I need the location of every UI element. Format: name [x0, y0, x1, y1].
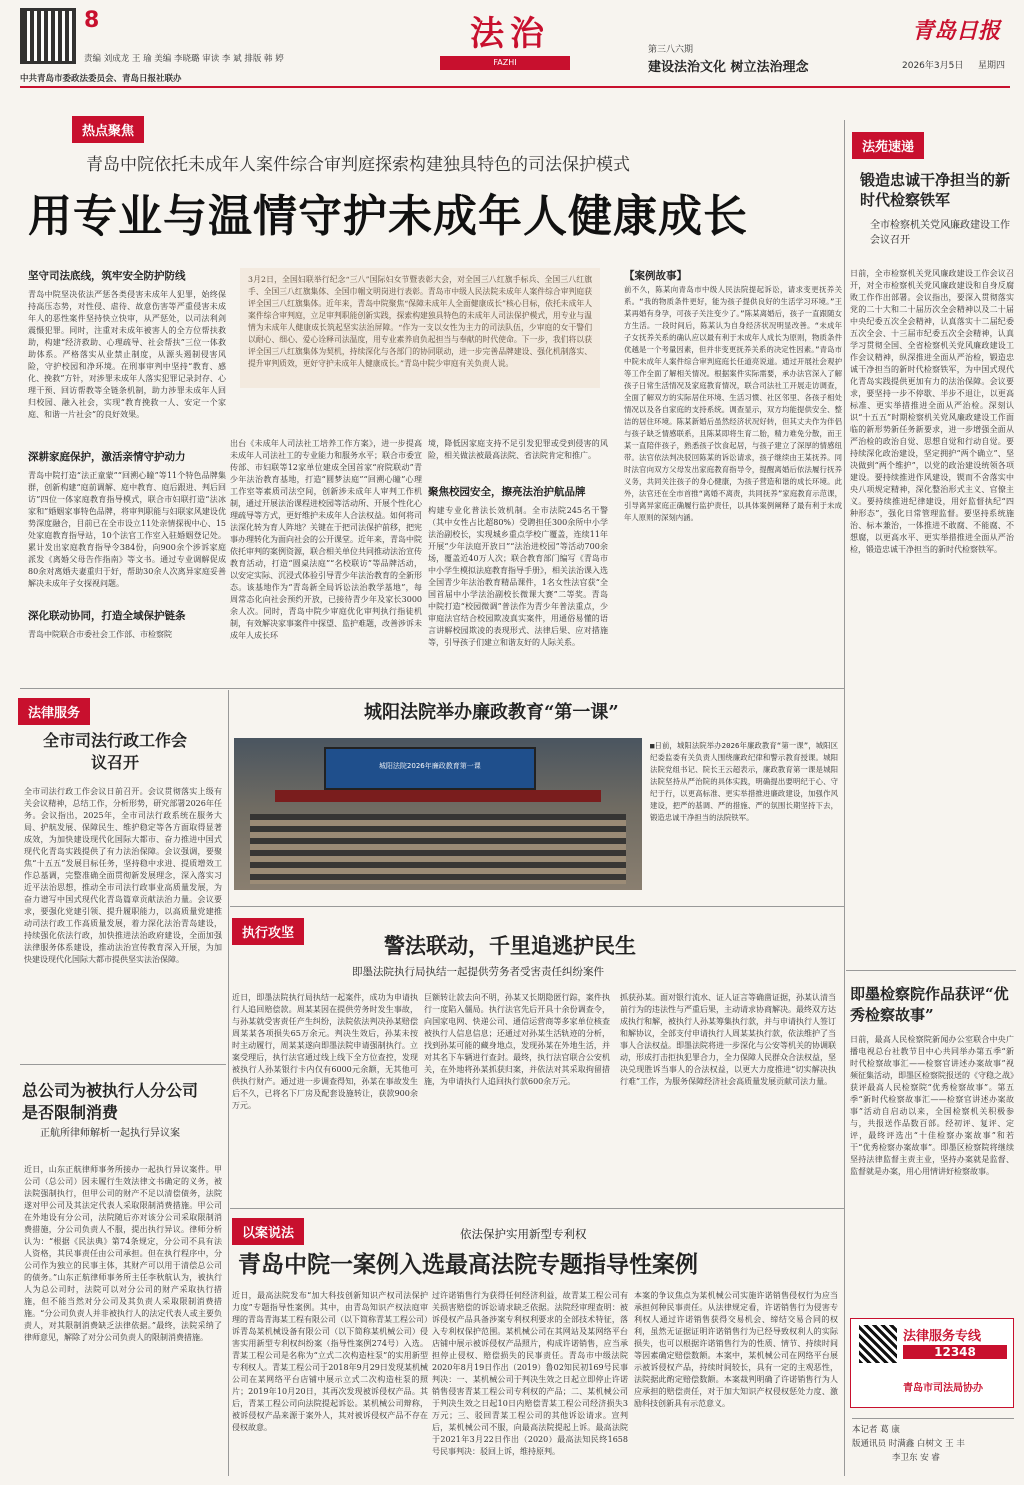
lead-col3 — [428, 438, 608, 648]
hot-focus-tag: 热点聚焦 — [72, 116, 144, 143]
hotline-title: 法律服务专线 — [903, 1329, 982, 1344]
divider-enforce-bottom — [230, 1208, 844, 1209]
right-story2-body: 日前，最高人民检察院新闻办公室联合中央广播电视总台社教节目中心共同举办第五季“新时代检察故事汇——检察官讲述办案故事”视频征集活动，即墨区检察院报送的《守稳之战》获评最高人民检察院“优秀检察故事”。第五季“新时代检察故事汇——检察官讲述办案故事”活动自启动以来，全国检察机关积极参与，共报送作品数百部。经初评、复评、定评，最终评选出“十佳检察办案故事”和若干“优秀检察办案故事”。即墨区检察院将继续坚持法律监督主责主业，坚持办案就是监督、监督就是办案，用心用情讲好检察故事。 — [850, 1035, 1014, 1176]
enforcement-sub: 即墨法院执行局执结一起提供劳务者受害责任纠纷案件 — [352, 966, 604, 978]
newspaper-logo: 青岛日报 — [912, 18, 1001, 44]
hotline-box — [850, 1318, 1014, 1408]
audience-rows — [250, 814, 625, 884]
photo-caption: ■日前，城阳法院举办2026年廉政教育“第一课”，城阳区纪委监委有关负责人围绕廉政纪律和警示教育授课。城阳法院党组书记、院长王云超表示，廉政教育第一课是城阳法院坚持从严治院的具体实践，明确提出要明纪于心、守纪于行，以更高标准、更实举措推进廉政建设，加强作风建设，把严的基调、严的措施、严的氛围长期坚持下去，锻造忠诚干净担当的法院铁军。 — [650, 741, 838, 822]
left-body: 全市司法行政工作会议日前召开。会议贯彻落实上级有关会议精神，总结工作，分析形势，研究部署2026年任务。会议指出，2025年，全市司法行政系统在服务大局、护航发展、保障民生、维护稳定等各方面取得显著成效，为加快建设现代化国际大都市、奋力推进中国式现代化青岛实践提供了有力法治保障。会议强调，要聚焦“十五五”发展目标任务，坚持稳中求进、提质增效工作总基调，完整准确全面贯彻新发展理念，深入落实习近平法治思想，推动全市司法行政事业高质量发展，为奋力谱写中国式现代化青岛篇章贡献法治力量。会议要求，要强化党建引领、提升履职能力，以高质量党建推动司法行政工作高质量发展，着力深化法治青岛建设，持续强化依法行政，加快推进法治政府建设，全面加强法律服务体系建设，推动法治宣传教育深入开展，为加快建设现代化国际大都市提供坚实法治保障。 — [24, 787, 222, 964]
court-hall-photo — [234, 738, 642, 890]
lead-col3-body2: 构建专业化普法长效机制。全市法院245名干警（其中女性占比超80%）受聘担任300余所中小学法治副校长，实现城乡重点学校广覆盖，连续11年开展“少年法庭开放日”“法治进校园”等活动700余场，覆盖近40万人次；联合教育部门编写《青岛市中小学生模拟法庭教育指导手册》，相关法治课入选全国青少年法治教育精品课件，1名女性法官获“全国首届中小学法治副校长微课大赛”二等奖。青岛中院打造“校园微调”普法作为青少年普法重点，少审庭法官结合校园欺凌真实案件，用通俗易懂的语言讲解校园欺凌的表现形式、法律后果、应对措施等，引导孩子们建立和谐友好的人际关系。 — [428, 506, 608, 647]
lead-col1-sub3: 深化联动协同，打造全域保护链条 — [28, 610, 186, 622]
lead-headline: 用专业与温情守护未成年人健康成长 — [28, 191, 748, 242]
reporter-box — [852, 1418, 1014, 1474]
case-study-col3: 本案的争议焦点为某机械公司实施许诺销售侵权行为应当承担何种民事责任。从法律规定看，许诺销售行为侵害专利权人通过许诺销售获得交易机会、缔结交易合同的权利，虽然无证据证明许诺销售行为已经导致权利人的实际损失，也可以根据许诺销售行为的性质、情节、持续时间等因素确定赔偿数额。本案中，某机械公司在网络平台展示被诉侵权产品，持续时间较长，具有一定的主观恶性，法院据此酌定赔偿数额。本案裁判明确了许诺销售行为人应承担的赔偿责任，对于加大知识产权侵权惩处力度、激励科技创新具有示范意义。 — [634, 1291, 838, 1408]
screen-text: 城阳法院2026年廉政教育第一课 — [378, 762, 481, 771]
right-headline: 锻造忠诚干净担当的新时代检察铁军 — [860, 171, 1011, 209]
left-story2-sub: 正航所律师解析一起执行异议案 — [40, 1128, 180, 1139]
divider-right — [844, 120, 845, 1476]
lead-col1-body2: 青岛中院打造“法正童蒙”“回溯心瞳”等11个特色品牌集群，创新构建“庭前调解、庭中教育、庭后跟进、判后回访”四位一体家庭教育指导模式，联合市妇联打造“法冰家和”婚姻家事特色品牌，将审判职能与妇联家风建设优势深度融合，目前已在全市设立11处亲情探视中心、15处家庭教育指导站，10个法官工作室入驻婚姻登记处。累计发出家庭教育指导令384份，向900余个涉诉家庭派发《离婚父母告作指南》等文书。通过专业调解促成80余对离婚夫妻重归于好，帮助30余人次离异家庭妥善解决未成年子女探视问题。 — [28, 471, 226, 588]
enforcement-col3: 抓获孙某。面对银行流水、证人证言等确凿证据，孙某认清当前行为的违法性与严重后果，主动请求协商解决。最终双方达成执行和解，被执行人孙某筹集执行款，并与申请执行人签订和解协议，全部支付申请执行人周某某执行款，依法维护了当事人合法权益。即墨法院将进一步深化与公安等机关的协调联动，形成打击拒执犯罪合力，全力保障人民群众合法权益，坚决兑现胜诉当事人的合法权益，以更大力度推进“切实解决执行难”工作，为服务保障经济社会高质量发展贡献司法力量。 — [620, 993, 836, 1086]
lead-col1-sub1: 坚守司法底线，筑牢安全防护防线 — [28, 270, 186, 282]
left-story2-body: 近日，山东正航律师事务所接办一起执行异议案件。甲公司（总公司）因未履行生效法律文书确定的义务，被法院强制执行，但甲公司的财产不足以清偿债务，法院遂对甲公司及其法定代表人采取限制消费措施。甲公司在外地设有分公司，法院随后亦对该分公司采取限制消费措施，分公司负责人不服，提出执行异议。律师分析认为：“根据《民法典》第74条规定，分公司不具有法人资格，其民事责任由公司承担。但在执行程序中，分公司作为独立的民事主体，其财产可以用于清偿总公司的债务。”山东正航律师事务所主任李秋航认为，被执行人为总公司时，法院可以对分公司的财产采取执行措施，但不能当然对分公司及其负责人采取限制消费措施。“分公司负责人并非被执行人的法定代表人或主要负责人，对其限制消费缺乏法律依据。”最终，法院采纳了律师意见，解除了对分公司负责人的限制消费措施。 — [24, 1165, 222, 1342]
left-story2-headline: 总公司为被执行人分公司是否限制消费 — [22, 1081, 199, 1122]
case-study-col2: 过许诺销售行为获得任何经济利益，故青某工程公司有关损害赔偿的诉讼请求缺乏依据。法院经审理查明：被诉侵权产品具备涉案专利权利要求的全部技术特征，落入专利权保护范围。某机械公司在其网站及某网络平台店铺中展示被诉侵权产品照片，构成许诺销售，应当承担停止侵权、赔偿损失的民事责任。青岛市中级法院2020年8月19日作出（2019）鲁02知民初169号民事判决：一、某机械公司于判决生效之日起立即停止许诺销售侵害青某工程公司专利权的产品；二、某机械公司于判决生效之日起10日内赔偿青某工程公司经济损失3万元；三、驳回青某工程公司的其他诉讼请求。宣判后，某机械公司不服，向最高法院提起上诉。最高法院于2021年3月22日作出（2020）最高法知民终1658号民事判决：驳回上诉，维持原判。 — [432, 1291, 628, 1456]
presentation-screen — [324, 747, 536, 790]
stringer-line: 版通讯员 时满鑫 白树文 王 丰 — [852, 1439, 965, 1449]
hotline-number: 12348 — [903, 1345, 1007, 1359]
case-story-label: 【案例故事】 — [624, 270, 687, 282]
case-study-col1: 近日，最高法院发布“加大科技创新知识产权司法保护力度”专题指导性案例。其中，由青岛知识产权法庭审理的青岛青海某工程有限公司（以下简称青某工程公司）诉青岛某机械设备有限公司（以下简称某机械公司）侵害实用新型专利权纠纷案（指导性案例274号）入选。青某工程公司是名称为“立式二次构造柱泵”的实用新型专利权人。青某工程公司于2018年9月29日发现某机械公司在某网络平台店铺中展示立式二次构造柱泵的照片；2019年10月20日，其再次发现被诉侵权产品。其后，青某工程公司向法院提起诉讼。某机械公司辩称，被诉侵权产品来源于案外人，其对被诉侵权产品不存在侵权故意。 — [232, 1291, 428, 1432]
case-study-headline: 青岛中院一案例入选最高法院专题指导性案例 — [238, 1251, 698, 1278]
issue-date: 2026年3月5日 — [902, 61, 964, 71]
lead-col1-sub2: 深耕家庭保护，激活亲情守护动力 — [28, 451, 186, 463]
lead-col1-body1: 青岛中院坚决依法严惩各类侵害未成年人犯罪，始终保持高压态势，对性侵、虐待、故意伤害等严重侵害未成年人的恶性案件坚持快立快审，从严惩处，以司法利剑震慑犯罪。同时，注重对未成年被害人的全方位帮扶救助，构建“经济救助、心理疏导、社会帮扶”三位一体救助体系。严格落实从业禁止制度，从源头遏制侵害风险，守护校园和净环境。在刑事审判中坚持“教育、感化、挽救”方针，对涉罪未成年人落实犯罪记录封存、心理干预、回访帮教等全链条机制，助力涉罪未成年人回归校园、融入社会，实现“教育挽救一人、安定一个家庭、和谐一片社会”的良好效果。 — [28, 290, 226, 419]
lead-col1 — [28, 268, 226, 648]
legal-service-tag: 法律服务 — [18, 698, 90, 725]
lead-col3-sub: 聚焦校园安全，擦亮法治护航品牌 — [428, 486, 586, 498]
case-study-kicker: 依法保护实用新型专利权 — [460, 1227, 587, 1241]
law-express-tag: 法苑速递 — [852, 132, 924, 159]
right-story2-headline: 即墨检察院作品获评“优秀检察故事” — [850, 985, 1009, 1024]
divider-lead-bottom — [20, 688, 844, 689]
editor-credits: 责编 刘成龙 王 瑜 美编 李晓璐 审读 李 斌 排版 韩 婷 — [84, 54, 284, 64]
enforcement-col2: 巨额转让款去向不明，孙某又长期隐匿行踪，案件执行一度陷入僵局。执行法官先后开具十余份调查令，向国家电网、快递公司、通信运营商等多家单位核查被执行人信息信息；还通过对孙某生活轨迹的分析，找到孙某可能的藏身地点，发现孙某在外地生活，并对其名下车辆进行查封。最终，执行法官联合公安机关，在外地将孙某抓获归案，并依法对其采取拘留措施，为申请执行人追回执行款600余万元。 — [424, 993, 610, 1086]
photo-story-headline: 城阳法院举办廉政教育“第一课” — [364, 702, 619, 723]
enforcement-headline: 警法联动，千里追逃护民生 — [384, 933, 636, 958]
divider-right-story — [846, 970, 1016, 971]
right-sub: 全市检察机关党风廉政建设工作会议召开 — [870, 220, 1010, 246]
lead-col3-body1: 境，降低因家庭支持不足引发犯罪或受到侵害的风险，相关做法被最高法院、省法院肯定和推广。 — [428, 439, 608, 460]
lead-col2-body: 出台《未成年人司法社工培养工作方案》，进一步提高未成年人司法社工的专业能力和服务水平；联合市委宣传部、市妇联等12家单位建成全国首家“府院联动”青少年法治教育基地，打造“圆梦法庭”“回溯心瞳”心理工作室等素质司法空间，创新涉未成年人审判工作机制，通过开展法治课程进校园等活动所、开展个性化心理疏导等方式，更好维护未成年人合法权益。如何将司法深化转为育人阵地？关键在于把司法保护前移，把宪事办理转化为面向社会的公开课堂。近年来，青岛中院依托审判的案例资源，联合相关单位共同推动法治宣传教育活动，打造“圆桌法庭”“名校联访”等品牌活动，以安定实际、沉浸式体验引导青少年法治教育的全新形态。该基地作为“青岛新全局诉讼法治教学基地”，每周常态化向社会预约开放，已接待青少年及家长3000余人次。同时，青岛中院少审庭优化审判执行指徒机制，有效解决家事案件中探望、监护难题，改善涉诉未成年人成长环 — [230, 439, 422, 640]
lead-col1-body3: 青岛中院联合市委社会工作部、市检察院 — [28, 630, 172, 639]
divider-left-story — [20, 1064, 226, 1065]
divider-left — [228, 690, 229, 1476]
lead-intro: 3月2日，全国妇联举行纪念“三八”国际妇女节暨表彰大会，对全国三八红旗手标兵、全国三八红旗手、全国三八红旗集体、全国巾帼文明岗进行表彰。青岛市中级人民法院未成年人案件综合审判庭获评全国三八红旗集体。近年来，青岛中院聚焦“保障未成年人全面健康成长”核心目标，依托未成年人案件综合审判庭，立足审判职能创新实践，探索构建独具特色的未成年人司法保护模式，用专业与温情为未成年人健康成长筑起坚实法治屏障。“作为一支以女性为主力的司法队伍，少审庭的女干警们以耐心、细心、爱心诠释司法温度，用专业素养肩负起担当与奉献的时代使命。下一步，我们将以获评全国三八红旗集体为契机，持续深化与各部门的协同联动，进一步完善品牌建设、强化机制落实、提升审判质效，更好守护未成年人健康成长。”青岛中院少审庭有关负责人说。 — [240, 268, 600, 388]
section-title: 法治 — [470, 14, 550, 54]
enforcement-tag: 执行攻坚 — [232, 918, 304, 945]
page-number: 8 — [84, 8, 100, 33]
case-study-tag: 以案说法 — [232, 1218, 304, 1245]
sponsor-line: 中共青岛市委政法委员会、青岛日报社联办 — [20, 74, 182, 84]
right-body: 日前，全市检察机关党风廉政建设工作会议召开，对全市检察机关党风廉政建设和自身反腐败工作作出部署。会议指出，要深入贯彻落实党的二十大和二十届历次全会精神以及二十届中央纪委五次全会精神，认真落实十二届纪委五次全会、十三届市纪委五次全会精神，认真学习贯彻全国、全省检察机关党风廉政建设工作会议精神，纵深推进全面从严治检，锻造忠诚干净担当的新时代检察铁军，为中国式现代化青岛实践提供更加有力的法治保障。会议要求，要坚持一步不停歇、半步不退让，以更高标准、更实举措推进全面从严治检。深刻认识“十五五”时期检察机关党风廉政建设工作面临的新形势新任务新要求，进一步增强全面从严治检的政治自觉、思想自觉和行动自觉。要持续深化政治建设，坚定拥护“两个确立”、坚决做到“两个维护”，以党的政治建设统领各项建设。要持续推进作风建设，锲而不舍落实中央八项规定精神，深化整治形式主义、官僚主义。要持续推进纪律建设，用好监督执纪“四种形态”，强化日常管理监督。要坚持系统施治、标本兼治，一体推进不敢腐、不能腐、不想腐，以更高水平、更实举措推进全面从严治检，锻造忠诚干净担当的新时代检察铁军。 — [850, 269, 1014, 554]
hotline-footer: 青岛市司法局协办 — [903, 1383, 983, 1394]
section-pinyin-band: FAZHI — [440, 56, 570, 70]
left-headline: 全市司法行政工作会议召开 — [42, 731, 187, 772]
lead-kicker: 青岛中院依托未成年人案件综合审判庭探索构建独具特色的司法保护模式 — [86, 155, 630, 175]
issue-number: 第三八六期 — [648, 45, 694, 55]
header-rule — [20, 86, 1010, 88]
qr-code-icon — [859, 1325, 897, 1363]
issue-weekday: 星期四 — [978, 61, 1006, 71]
column-slogan: 建设法治文化 树立法治理念 — [648, 60, 809, 75]
reporter-line: 本记者 葛 康 — [852, 1425, 900, 1435]
case-story-body: 前不久，陈某向青岛市中级人民法院提起诉讼，请求变更抚养关系。“我的物质条件更好，能为孩子提供良好的生活学习环境。”王某再婚有身孕，可孩子关注变少了。”陈某离婚后，孩子一直跟随女方生活。一段时间后，陈某认为自身经济状况明显改善。“未成年子女抚养关系的确认应以最有利于未成年人成长为原则，物质条件优越是一个考量因素，但并非变更抚养关系的决定性因素。”青岛市中院未成年人案件综合审判庭庭长任道亮说道。通过开展社会观护等工作全面了解相关情况。根据案件实际需要，承办法官深入了解孩子日常生活情况及家庭教育情况，联合司法社工开展走访调查，全面了解双方的实际居住环境、生活习惯、社区邻里、各孩子相处情况以及各自家庭的支持系统。调查显示，双方均能提供安全、整洁的居住环境。陈某新婚后虽然经济状况好转，但其丈夫作为伴侣与孩子缺乏情感联系，且陈某即将生育二胎，精力难免分散，而王某一直陪伴孩子，熟悉孩子饮食起居，与孩子建立了深厚的情感纽带。法官依法判决驳回陈某的诉讼请求，孩子继续由王某抚养。同时法官向双方父母发出家庭教育指导令，提醒离婚后依法履行抚养义务，共同关注孩子的身心健康，为孩子营造和谐的成长环境。此外，法官还在全市首推“离婚不离责，共同抚养”家庭教育示范课，引导离异家庭正确履行监护责任，以具体案例阐释了最有利于未成年人原则的深刻内涵。 — [624, 285, 842, 522]
stage-desk — [275, 790, 601, 802]
enforcement-col1: 近日，即墨法院执行局执结一起案件，成功为申请执行人追回赔偿款。周某某因在提供劳务时发生事故，与孙某就受害责任产生纠纷，法院依法判决孙某赔偿周某某各项损失65万余元。判决生效后，孙某未按时主动履行，周某某遂向即墨法院申请强制执行。立案受理后，执行法官通过线上线下全方位查控，发现被执行人孙某银行卡内仅有6000元余额，无其他可供执行财产。通过进一步调查得知，孙某在事故发生后不久，已将名下厂房及配套设施转让，获款900余万元。 — [232, 993, 418, 1110]
divider-photo-bottom — [230, 906, 844, 907]
stringer-names: 李卫东 安 睿 — [892, 1453, 940, 1463]
qr-code — [20, 8, 76, 64]
